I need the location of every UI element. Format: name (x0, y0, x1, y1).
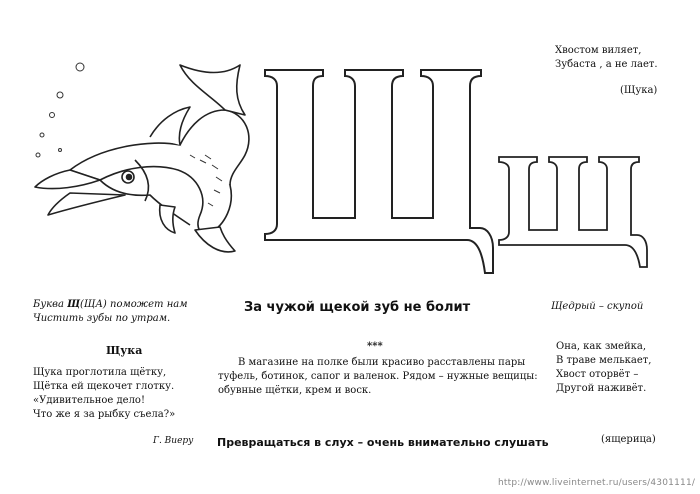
letter-caption-letter: Щ (67, 299, 81, 310)
idiom-line: Превращаться в слух – очень внимательно слушать (217, 436, 549, 449)
poem-line: Что же я за рыбку съела?» (33, 409, 176, 420)
letter-caption-line1 (33, 298, 188, 312)
letter-caption (33, 298, 188, 326)
riddle-top-line2: Зубаста , а не лает. (555, 59, 658, 70)
story-line1: В магазине на полке были красиво расставлены пары (238, 357, 526, 368)
riddle-bottom (556, 340, 651, 396)
letter-caption-post: (ЩА) поможет нам (80, 299, 188, 310)
letter-caption-pre: Буква (33, 299, 68, 310)
pike-fish-illustration (30, 55, 270, 265)
poem-author: Г. Виеру (153, 436, 194, 446)
riddle-top-answer: (Щука) (620, 85, 658, 96)
small-shcha-letter (497, 155, 657, 275)
poem-body (33, 366, 175, 422)
riddle-bottom-line: Хвост оторвёт – (556, 369, 639, 380)
capital-shcha-letter (255, 68, 505, 278)
poem-title: Щука (106, 344, 143, 357)
story-line2: туфель, ботинок, сапог и валенок. Рядом – нужные вещицы: (218, 371, 538, 382)
riddle-bottom-line: В траве мелькает, (556, 355, 652, 366)
riddle-bottom-answer: (ящерица) (601, 434, 656, 445)
source-watermark: http://www.liveinternet.ru/users/4301111/ (498, 478, 696, 488)
riddle-top (555, 44, 658, 72)
story-line3: обувные щётки, крем и воск. (218, 385, 372, 396)
section-stars: *** (367, 341, 383, 352)
poem-line: Щётка ей щекочет глотку. (33, 381, 175, 392)
poem-line: Щука проглотила щётку, (33, 367, 167, 378)
proverb-heading: За чужой щекой зуб не болит (244, 300, 471, 315)
riddle-top-line1: Хвостом виляет, (555, 45, 642, 56)
antonym-pair: Щедрый – скупой (551, 301, 644, 312)
story-text (218, 356, 540, 398)
poem-line: «Удивительное дело! (33, 395, 145, 406)
riddle-bottom-line: Другой наживёт. (556, 383, 647, 394)
riddle-bottom-line: Она, как змейка, (556, 341, 647, 352)
letter-caption-line2: Чистить зубы по утрам. (33, 313, 171, 324)
